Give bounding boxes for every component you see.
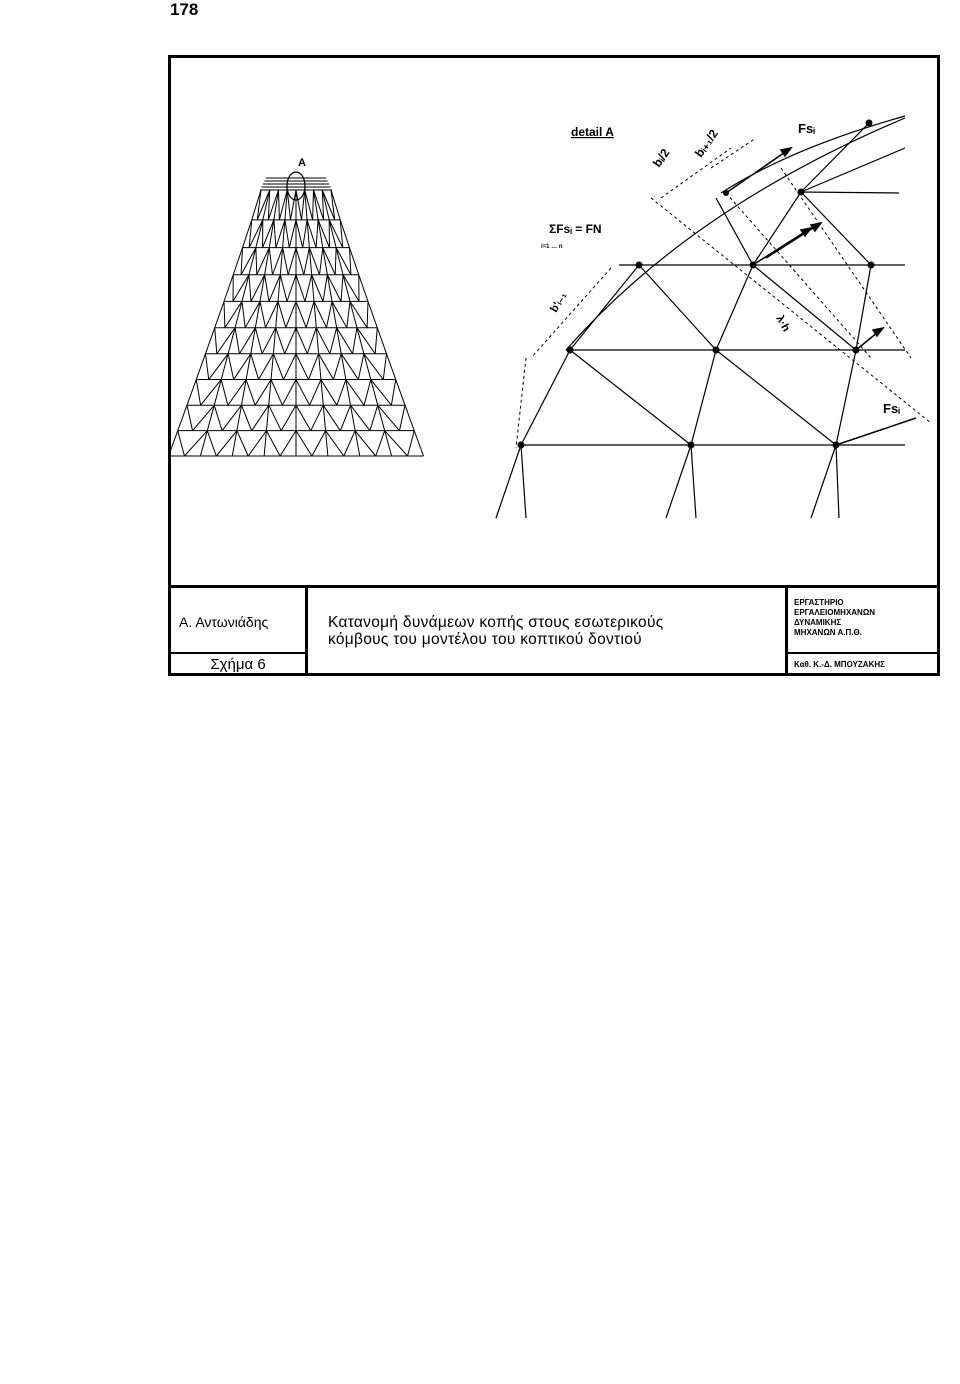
page-number: 178	[170, 0, 199, 19]
lab-cell	[788, 588, 937, 673]
detail-grid	[496, 116, 905, 518]
caption-line-1: Κατανομή δυνάμεων κοπής στους εσωτερικούς	[328, 614, 664, 631]
lab-line: ΕΡΓΑΛΕΙΟΜΗΧΑΝΩΝ	[794, 608, 876, 617]
figure-drawing	[171, 58, 937, 585]
title-block	[171, 585, 937, 673]
lab-line: ΕΡΓΑΣΤΗΡΙΟ	[794, 598, 844, 607]
author-name: Α. Αντωνιάδης	[179, 614, 269, 630]
label-bi-minus-1: b'ᵢ₋₁	[548, 290, 570, 315]
author-cell	[171, 588, 308, 673]
caption-line-2: κόμβους του μοντέλου του κοπτικού δοντιού	[328, 631, 642, 648]
detail-a-title: detail A	[571, 125, 614, 139]
figure-frame	[168, 55, 940, 676]
lab-line: ΜΗΧΑΝΩΝ Α.Π.Θ.	[794, 628, 862, 637]
figure-caption	[328, 614, 778, 648]
tooth-model	[171, 178, 424, 456]
detail-a-marker: A	[298, 157, 306, 169]
label-bi-half: bᵢ/2	[649, 146, 673, 170]
label-fs-bottom: Fsᵢ	[883, 401, 901, 416]
lab-line: ΔΥΝΑΜΙΚΗΣ	[794, 618, 842, 627]
label-sum-limits: i=1 … n	[541, 244, 563, 250]
label-lambda-h: λ·h	[773, 313, 793, 334]
caption-cell	[308, 588, 788, 673]
label-fs-top: Fsᵢ	[798, 121, 816, 136]
lab-creator: Καθ. Κ.-Δ. ΜΠΟΥΖΑΚΗΣ	[788, 652, 937, 674]
dimension-lines	[516, 138, 931, 448]
detail-nodes	[518, 120, 875, 449]
lab-name	[794, 598, 875, 638]
label-force-sum: ΣFsᵢ = FN	[549, 222, 602, 236]
figure-number: Σχήμα 6	[171, 652, 305, 676]
label-bi1-half: bᵢ₊₁/2	[691, 126, 721, 160]
